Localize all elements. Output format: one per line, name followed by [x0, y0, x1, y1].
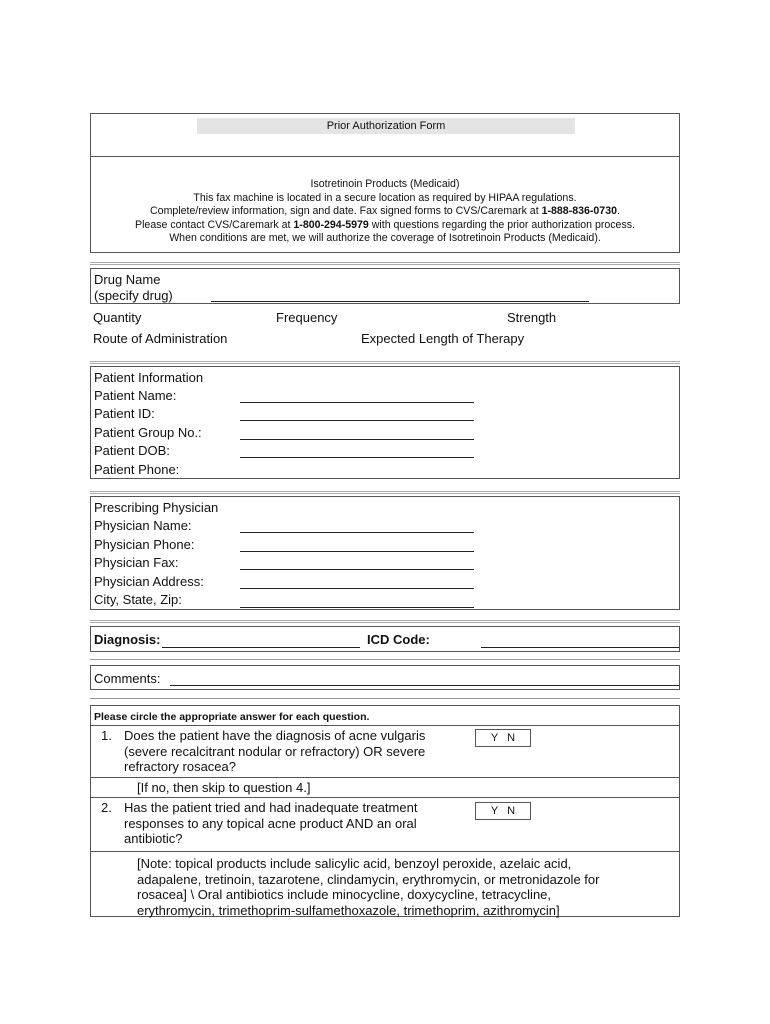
drug-name-label: Drug Name	[94, 272, 161, 287]
physician-fax-label: Physician Fax:	[94, 555, 179, 570]
physician-phone-field[interactable]	[240, 551, 474, 552]
city-state-zip-field[interactable]	[240, 607, 474, 608]
therapy-length-label: Expected Length of Therapy	[361, 331, 525, 346]
contact-phone: 1-800-294-5979	[293, 218, 369, 231]
question-1-number: 1.	[101, 728, 112, 743]
question-1-note: [If no, then skip to question 4.]	[137, 780, 311, 795]
patient-name-field[interactable]	[240, 402, 474, 403]
specify-drug-label: (specify drug)	[94, 288, 173, 303]
separator	[90, 698, 680, 699]
question-1-text: Does the patient have the diagnosis of acne vulgaris (severe recalcitrant nodular or refractory) OR severe refractory rosacea?	[124, 728, 426, 774]
physician-address-field[interactable]	[240, 588, 474, 589]
comments-field[interactable]	[170, 685, 679, 686]
product-name: Isotretinoin Products (Medicaid)	[310, 178, 460, 190]
diagnosis-label: Diagnosis:	[94, 632, 161, 647]
physician-name-label: Physician Name:	[94, 518, 192, 533]
fax-number: 1-888-836-0730	[541, 205, 617, 217]
route-label: Route of Administration	[93, 331, 228, 346]
question-1-row	[91, 725, 679, 778]
diagnosis-field[interactable]	[162, 647, 360, 648]
questions-section	[90, 705, 680, 917]
question-2-answer[interactable]: Y N	[475, 802, 531, 820]
frequency-label: Frequency	[276, 310, 338, 325]
drug-section	[90, 268, 680, 304]
question-1-note-row	[91, 777, 679, 798]
question-2-text: Has the patient tried and had inadequate treatment responses to any topical acne product AND an oral antibiotic?	[124, 800, 418, 846]
separator	[90, 361, 680, 364]
quantity-label: Quantity	[93, 310, 142, 325]
city-state-zip-label: City, State, Zip:	[94, 592, 182, 607]
icd-code-field[interactable]	[481, 647, 679, 648]
fax-line: Complete/review information, sign and date. Fax signed forms to CVS/Caremark at 1-888-836-0730.	[150, 205, 620, 217]
physician-fax-field[interactable]	[240, 569, 474, 570]
form-title: Prior Authorization Form	[197, 118, 575, 134]
physician-section	[90, 496, 680, 610]
question-1-answer[interactable]: Y N	[475, 729, 531, 747]
question-2-note-row	[91, 851, 679, 918]
patient-name-label: Patient Name:	[94, 388, 177, 403]
patient-id-label: Patient ID:	[94, 406, 155, 421]
question-2-number: 2.	[101, 800, 112, 815]
question-2-row	[91, 797, 679, 852]
patient-heading: Patient Information	[94, 370, 204, 385]
physician-heading: Prescribing Physician	[94, 500, 219, 515]
patient-id-field[interactable]	[240, 420, 474, 421]
hipaa-line: This fax machine is located in a secure location as required by HIPAA regulations.	[193, 191, 577, 204]
header-divider	[91, 156, 679, 157]
diagnosis-section	[90, 626, 680, 652]
drug-name-field[interactable]	[211, 301, 589, 302]
separator	[90, 620, 680, 623]
comments-section	[90, 665, 680, 690]
patient-group-field[interactable]	[240, 439, 474, 440]
separator	[90, 491, 680, 494]
question-2-note: [Note: topical products include salicylic acid, benzoyl peroxide, azelaic acid, adapalene, tretinoin, tazarotene, clindamycin, erythromycin, or metronidazole for rosacea] \ Oral antibiotics include minocycline, doxycycline, tetracycline, erythromycin, trimethoprim-sulfamethoxazole, trimethoprim, azithromycin]	[137, 856, 600, 918]
patient-dob-label: Patient DOB:	[94, 443, 170, 458]
physician-phone-label: Physician Phone:	[94, 537, 195, 552]
patient-dob-field[interactable]	[240, 457, 474, 458]
comments-label: Comments:	[94, 671, 161, 686]
separator	[90, 659, 680, 660]
instruction-text: Please circle the appropriate answer for each question.	[94, 711, 370, 723]
physician-name-field[interactable]	[240, 532, 474, 533]
physician-address-label: Physician Address:	[94, 574, 204, 589]
contact-line: Please contact CVS/Caremark at 1-800-294-5979 with questions regarding the prior authorization process.	[135, 218, 635, 231]
coverage-line: When conditions are met, we will authorize the coverage of Isotretinoin Products (Medicaid).	[169, 232, 601, 244]
strength-label: Strength	[507, 310, 557, 325]
header-text	[91, 178, 679, 246]
patient-phone-label: Patient Phone:	[94, 462, 180, 477]
patient-section	[90, 366, 680, 479]
form-header	[90, 113, 680, 253]
patient-group-label: Patient Group No.:	[94, 425, 202, 440]
icd-code-label: ICD Code:	[367, 632, 430, 647]
separator	[90, 262, 680, 265]
